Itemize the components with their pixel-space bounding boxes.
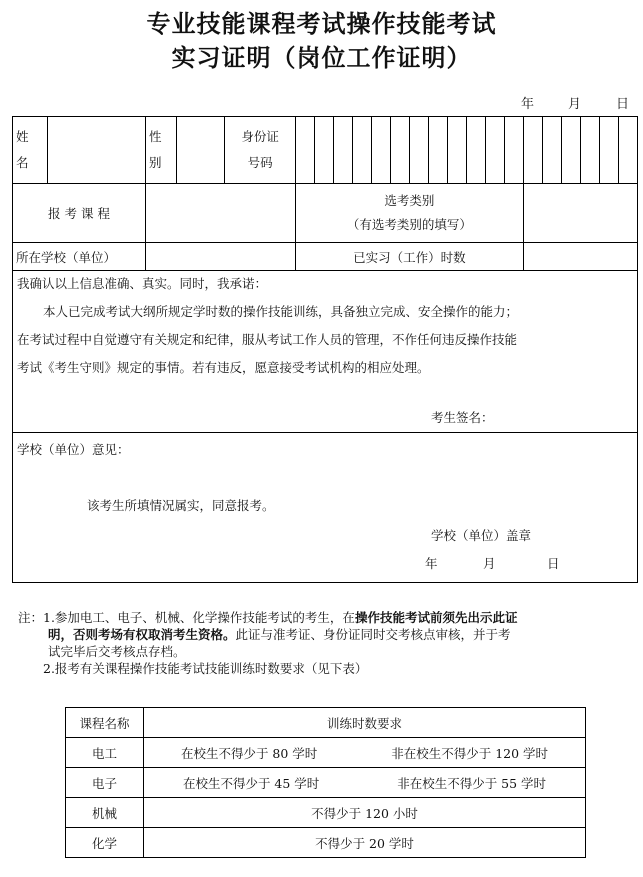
id-digit-cell[interactable]: [390, 117, 409, 184]
seal-year: 年: [425, 556, 438, 571]
table-header-row: [66, 708, 586, 738]
opinion-label: 学校（单位）意见：: [17, 442, 130, 457]
confirm-line-4: 考试《考生守则》规定的事情。若有违反，愿意接受考试机构的相应处理。: [17, 360, 430, 375]
note-1-cont: 明，否则考场有权取消考生资格。此证与准考证、身份证同时交考核点审核，并于考: [48, 627, 511, 642]
course-label: 报 考 课 程: [13, 184, 146, 243]
form-row-commitment: [13, 271, 638, 433]
id-digit-cell[interactable]: [314, 117, 333, 184]
gender-field[interactable]: [177, 117, 225, 184]
candidate-signature-label: 考生签名：: [431, 410, 494, 425]
seal-day: 日: [547, 556, 560, 571]
date-month: 月: [568, 97, 582, 112]
id-digit-cell[interactable]: [504, 117, 523, 184]
form-row-personal: [13, 117, 638, 184]
category-label: 选考类别 （有选考类别的填写）: [295, 184, 523, 243]
name-field[interactable]: [47, 117, 145, 184]
notes-section: [18, 609, 630, 677]
name-label: 姓 名: [13, 117, 48, 184]
id-digit-cell[interactable]: [371, 117, 390, 184]
note-2: 2.报考有关课程操作技能考试技能训练时数要求（见下表）: [43, 661, 368, 676]
application-form: [12, 116, 638, 583]
id-digit-cell[interactable]: [618, 117, 637, 184]
table-row: [66, 738, 586, 768]
seal-label: 学校（单位）盖章: [431, 528, 532, 543]
course-name: 机械: [66, 798, 144, 828]
school-label: 所在学校（单位）: [13, 243, 146, 271]
title-line-2: 实习证明（岗位工作证明）: [171, 44, 472, 72]
header-hours: 训练时数要求: [144, 708, 586, 738]
date-year: 年: [521, 97, 535, 112]
id-digit-cell[interactable]: [447, 117, 466, 184]
id-label: 身份证 号码: [225, 117, 295, 184]
hours-nonstudent: 非在校生不得少于 55 学时: [397, 775, 547, 791]
hours-requirement: 不得少于 120 小时: [144, 798, 586, 828]
id-digit-cell[interactable]: [428, 117, 447, 184]
school-field[interactable]: [146, 243, 296, 271]
date-day: 日: [616, 97, 630, 112]
id-digit-cell[interactable]: [599, 117, 618, 184]
course-name: 电工: [66, 738, 144, 768]
id-digit-cell[interactable]: [561, 117, 580, 184]
gender-label: 性 别: [146, 117, 177, 184]
seal-month: 月: [483, 556, 496, 571]
hours-label: 已实习（工作）时数: [295, 243, 523, 271]
title-line-1: 专业技能课程考试操作技能考试: [146, 10, 497, 38]
confirm-line-3: 在考试过程中自觉遵守有关规定和纪律，服从考试工作人员的管理，不作任何违反操作技能: [17, 332, 518, 347]
id-digit-cell[interactable]: [409, 117, 428, 184]
training-hours-table: [65, 707, 586, 858]
date-row: [0, 93, 643, 111]
form-row-course: [13, 184, 638, 243]
hours-requirement: 不得少于 20 学时: [144, 828, 586, 858]
id-digit-cell[interactable]: [580, 117, 599, 184]
course-field[interactable]: [146, 184, 296, 243]
opinion-block: [13, 433, 638, 583]
note-1-end: 试完毕后交考核点存档。: [48, 644, 186, 659]
hours-nonstudent: 非在校生不得少于 120 学时: [391, 745, 549, 761]
id-digit-cell[interactable]: [333, 117, 352, 184]
table-row: [66, 798, 586, 828]
form-row-opinion: [13, 433, 638, 583]
hours-student: 在校生不得少于 80 学时: [180, 745, 318, 761]
commitment-block: [13, 271, 638, 433]
id-digit-cell[interactable]: [523, 117, 542, 184]
id-digit-cell[interactable]: [352, 117, 371, 184]
id-digit-cell[interactable]: [485, 117, 504, 184]
confirm-line-2: 本人已完成考试大纲所规定学时数的操作技能训练，具备独立完成、安全操作的能力；: [43, 304, 519, 319]
opinion-text: 该考生所填情况属实，同意报考。: [87, 498, 275, 513]
hours-student: 在校生不得少于 45 学时: [182, 775, 320, 791]
id-digit-cell[interactable]: [466, 117, 485, 184]
category-field[interactable]: [523, 184, 637, 243]
header-course: 课程名称: [66, 708, 144, 738]
form-row-school: [13, 243, 638, 271]
id-digit-cell[interactable]: [542, 117, 561, 184]
note-1: 注：1.参加电工、电子、机械、化学操作技能考试的考生，在操作技能考试前须先出示此证: [18, 610, 518, 625]
hours-field[interactable]: [523, 243, 637, 271]
table-row: [66, 768, 586, 798]
id-digit-cell[interactable]: [295, 117, 314, 184]
course-name: 化学: [66, 828, 144, 858]
table-row: [66, 828, 586, 858]
course-name: 电子: [66, 768, 144, 798]
confirm-line-1: 我确认以上信息准确、真实。同时，我承诺：: [17, 276, 268, 291]
